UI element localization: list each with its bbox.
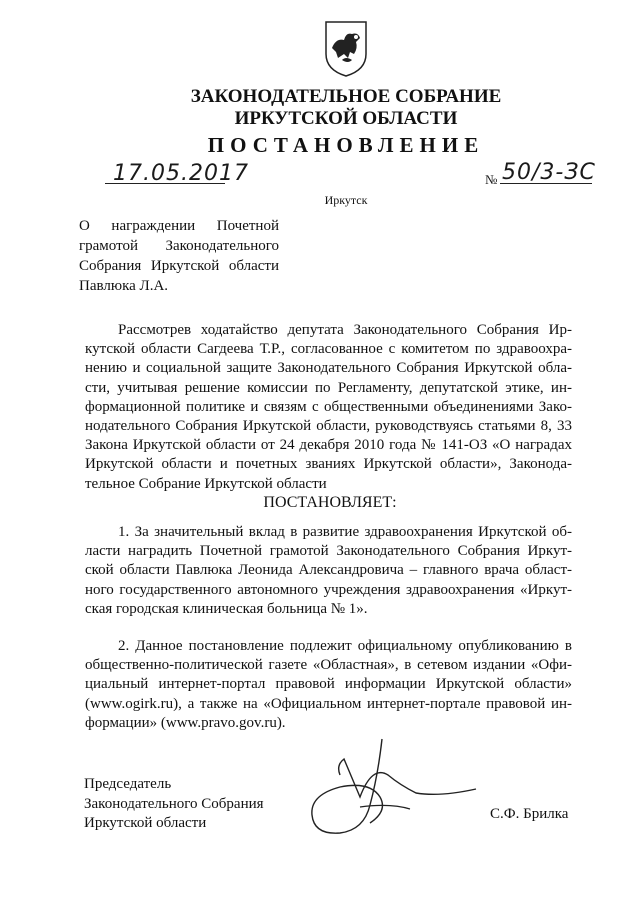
text-line: формационной политике и связям с общественными объединениями Зако- (85, 398, 572, 415)
subject-line: грамотой Законодательного (79, 238, 279, 254)
item-2-paragraph (85, 637, 572, 733)
org-name-line1: ЗАКОНОДАТЕЛЬНОЕ СОБРАНИЕ (190, 86, 502, 107)
position-line: Законодательного Собрания (84, 795, 264, 812)
subject-line: О награждении Почетной (79, 218, 279, 234)
org-name-line2: ИРКУТСКОЙ ОБЛАСТИ (234, 108, 458, 129)
text-line: тельное Собрание Иркутской области (85, 475, 327, 492)
signatory-position (84, 775, 264, 834)
text-line: формации» (www.pravo.gov.ru). (85, 714, 286, 731)
preamble-paragraph (85, 321, 572, 494)
text-line: Закона Иркутской области от 24 декабря 2010 года № 141-ОЗ «О наградах (85, 437, 572, 454)
text-line: ласти наградить Почетной грамотой Законодательного Собрания Иркут- (85, 543, 572, 560)
subject-block (79, 216, 279, 296)
position-line: Иркутской области (84, 815, 207, 831)
subject-line: Собрания Иркутской области (79, 258, 279, 274)
city: Иркутск (324, 193, 368, 207)
text-line: нодательного Собрания Иркутской области, руководствуясь статьями 8, 33 (85, 418, 572, 435)
text-line: общественно-политической газете «Областная», в сетевом издании «Офи- (85, 657, 572, 674)
item-1-paragraph (85, 523, 572, 619)
text-line: (www.ogirk.ru), а также на «Официальном интернет-портале правовой ин- (85, 695, 572, 712)
position-line: Председатель (84, 776, 172, 792)
signatory-name: С.Ф. Брилка (490, 806, 569, 822)
document-date: 17.05.2017 (113, 161, 249, 186)
text-line: 1. За значительный вклад в развитие здравоохранения Иркутской об- (118, 524, 572, 540)
signature-icon (300, 735, 480, 845)
coat-of-arms-icon (322, 18, 370, 78)
subject-line: Павлюка Л.А. (79, 278, 169, 294)
resolves-heading: ПОСТАНОВЛЯЕТ: (263, 494, 397, 511)
number-underline (500, 183, 592, 184)
text-line: ской области Павлюка Леонида Александровича – главного врача област- (85, 562, 572, 579)
text-line: Иркутской области и почетных званиях Иркутской области», Законода- (85, 456, 572, 473)
text-line: циальный интернет-портал правовой информации Иркутской области» (85, 676, 572, 693)
text-line: ного государственного автономного учреждения здравоохранения «Иркут- (85, 581, 572, 598)
text-line: ская городская клиническая больница № 1». (85, 600, 368, 617)
text-line: 2. Данное постановление подлежит официальному опубликованию в (118, 638, 572, 654)
document-number: 50/3-ЗС (502, 160, 596, 185)
number-sign: № (485, 172, 498, 187)
text-line: кутской области Сагдеева Т.Р., согласованное с комитетом по здравоохра- (85, 341, 572, 358)
text-line: Рассмотрев ходатайство депутата Законодательного Собрания Ир- (118, 322, 572, 338)
document-type: ПОСТАНОВЛЕНИЕ (207, 133, 485, 157)
text-line: нению и социальной защите Законодательного Собрания Иркутской обла- (85, 360, 572, 377)
date-underline (105, 183, 225, 184)
text-line: сти, учитывая решение комиссии по Регламенту, депутатской этике, ин- (85, 379, 572, 396)
